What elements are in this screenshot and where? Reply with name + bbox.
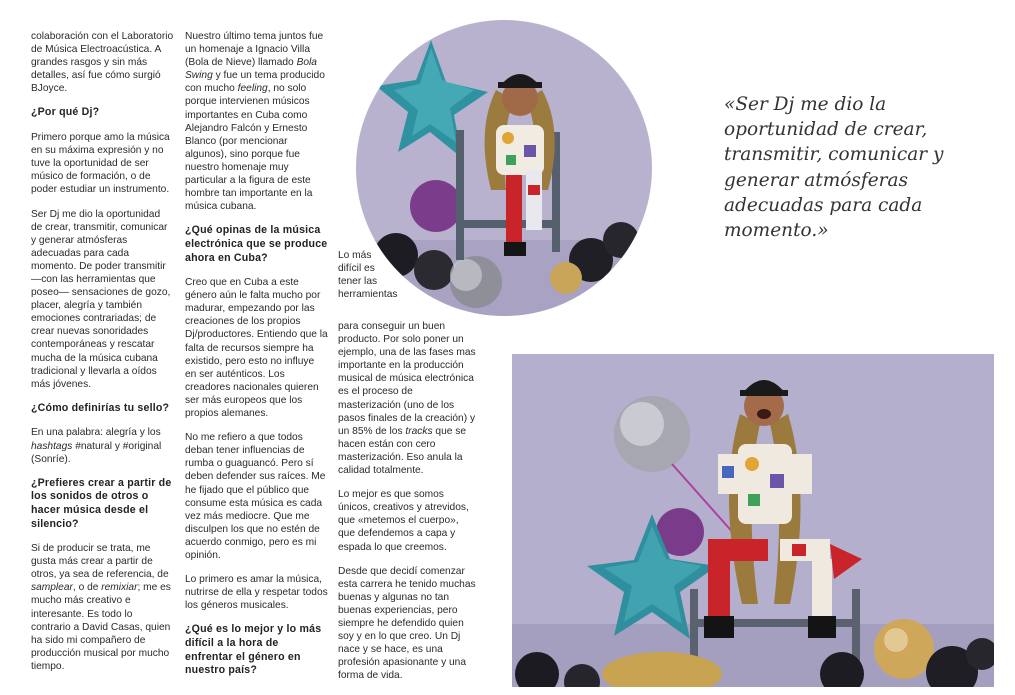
question-heading: ¿Prefieres crear a partir de los sonidos de otros o hacer música desde el silencio? — [31, 476, 172, 530]
question-heading: ¿Qué opinas de la música electrónica que se produce ahora en Cuba? — [185, 224, 328, 264]
paragraph: En una palabra: alegría y los hashtags #natural y #original (Sonríe). — [31, 427, 162, 465]
paragraph: Lo más difícil es tener las herramientas — [338, 250, 398, 301]
portrait-photo-circle — [356, 20, 652, 316]
paragraph: Creo que en Cuba a este género aún le falta mucho por madurar, empezando por las creaciones de los propios Dj/productores. Entiendo que la falta de recursos siempre ha existido, pero esto no influye en ser auténticos. Los creadores nacionales quieren ser más europeos que los propios alemanes. — [185, 277, 328, 420]
paragraph: No me refiero a que todos deban tener influencias de rumba o guaguancó. Pero sí deben defender sus raíces. Me he fijado que el público que consume esta música es cada vez más mediocre. Que me disculpen los que no estén de acuerdo conmigo, pero es mi opinión. — [185, 432, 326, 561]
question-heading: ¿Por qué Dj? — [31, 106, 100, 119]
paragraph: Desde que decidí comenzar esta carrera he tenido muchas buenas y algunas no tan buenas experiencias, pero siempre he defendido quien soy y en lo que creo. Un Dj nace y se hace, es una profesión apasionante y una forma de vida. — [338, 565, 476, 682]
paragraph: Primero porque amo la música en su máxima expresión y no tuve la oportunidad de ser músico de formación, o de poder estudiar un instrumento. — [31, 132, 170, 196]
article-column-3-wrap — [338, 249, 398, 301]
paragraph: colaboración con el Laboratorio de Música Electroacústica. A grandes rasgos y sin más detalles, así fue cómo surgió BJoyce. — [31, 31, 174, 95]
question-heading: ¿Cómo definirías tu sello? — [31, 401, 170, 414]
paragraph: Ser Dj me dio la oportunidad de crear, transmitir, comunicar y generar atmósferas adecuadas para cada momento. De poder transmitir —con las herramientas que poseo— sensaciones de gozo, placer, alegría y también emociones contrariadas; de crear nuevas sonoridades contemporáneas y rescatar mucha de la música cubana tradicional y llevarla a oídos más jóvenes. — [31, 208, 171, 390]
paragraph: Si de producir se trata, me gusta más crear a partir de otros, ya sea de referencia, de samplear, o de remixiar; me es mucho más creativo e interesante. Es todo lo contrario a David Casas, quien ha sido mi compañero de producción musical por mucho tiempo. — [31, 543, 171, 672]
paragraph: Nuestro último tema juntos fue un homenaje a Ignacio Villa (Bola de Nieve) llamado Bola Swing y fue un tema producido con mucho feeling, no solo porque intervienen músicos importantes en Cuba como Alejandro Falcón y Ernesto Blanco (por mencionar algunos), sino porque fue nuestro homenaje muy particular a la figura de este hombre tan importante en la música cubana. — [185, 31, 325, 213]
article-column-2 — [185, 30, 328, 689]
pull-quote: «Ser Dj me dio la oportunidad de crear, transmitir, comunicar y generar atmósferas adecuadas para cada momento.» — [724, 94, 944, 242]
paragraph: para conseguir un buen producto. Por solo poner un ejemplo, una de las fases mas importante en la producción musical de música electrónica es el proceso de masterización (uno de los pasos finales de la creación) y un 85% de los tracks que se hacen están con cero masterización. Eso anula la calidad totalmente. — [338, 321, 476, 477]
article-column-1 — [31, 30, 174, 684]
paragraph: Lo primero es amar la música, nutrirse de ella y respetar todos los géneros musicales. — [185, 574, 328, 612]
portrait-photo-rect — [512, 354, 994, 687]
question-heading: ¿Qué es lo mejor y lo más difícil a la hora de enfrentar el género en nuestro país? — [185, 623, 322, 677]
paragraph: Lo mejor es que somos únicos, creativos y atrevidos, que «metemos el cuerpo», que defendemos a capa y espada lo que creemos. — [338, 489, 469, 553]
article-column-3 — [338, 320, 478, 693]
